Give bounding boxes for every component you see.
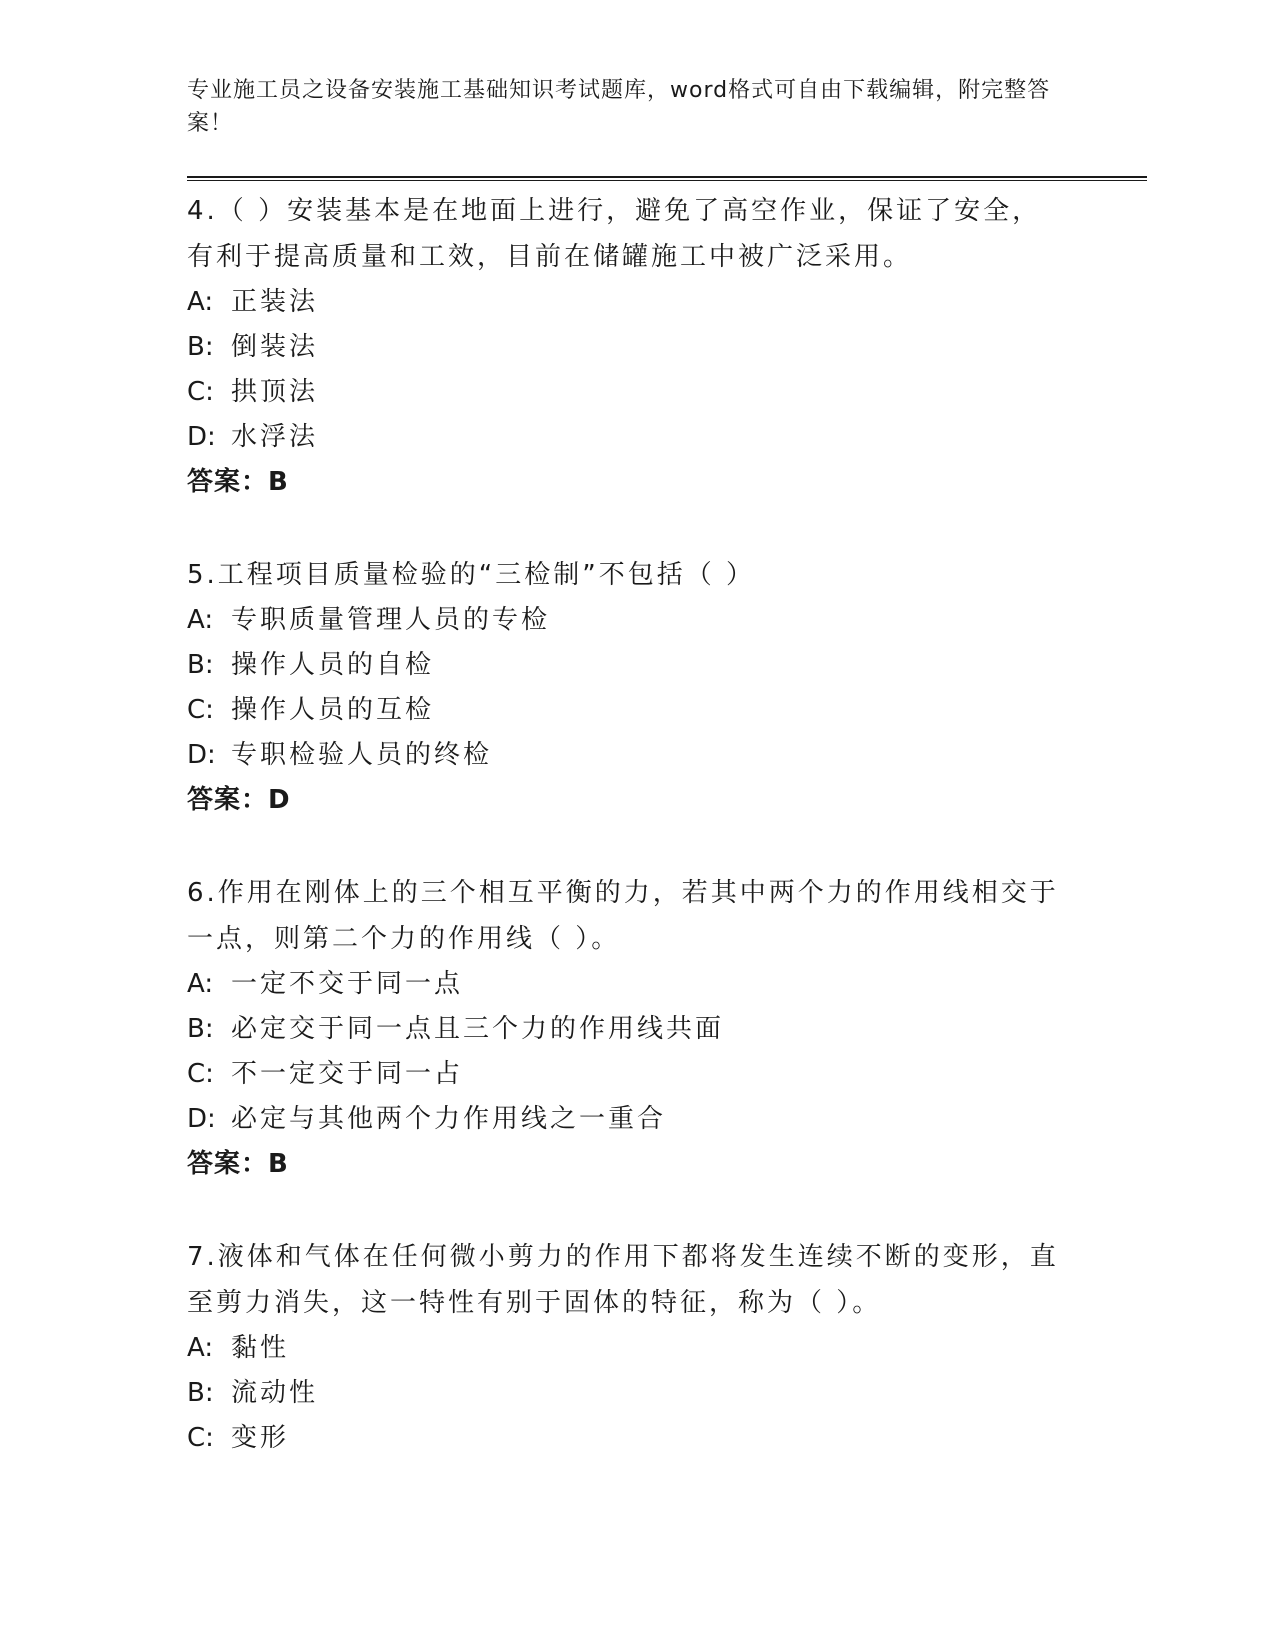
option-a <box>187 1326 1067 1371</box>
option-key: A: <box>187 1333 214 1363</box>
option-key: D: <box>187 740 216 770</box>
question-list <box>187 188 1067 1508</box>
question-text: 6.作用在刚体上的三个相互平衡的力，若其中两个力的作用线相交于一点，则第二个力的作用线（ ）。 <box>187 878 1059 954</box>
option-text: 拱顶法 <box>231 377 319 407</box>
option-text: 专职检验人员的终检 <box>231 740 493 770</box>
option-key: B: <box>187 650 214 680</box>
option-text: 必定与其他两个力作用线之一重合 <box>231 1104 667 1134</box>
option-key: C: <box>187 695 214 725</box>
option-text: 一定不交于同一点 <box>231 969 464 999</box>
option-text: 倒装法 <box>231 332 319 362</box>
option-key: A: <box>187 969 214 999</box>
option-key: C: <box>187 377 214 407</box>
option-text: 流动性 <box>231 1378 319 1408</box>
option-key: D: <box>187 1104 216 1134</box>
option-text: 变形 <box>231 1423 290 1453</box>
answer-label: 答案：B <box>187 1149 289 1179</box>
option-b <box>187 1371 1067 1416</box>
option-key: C: <box>187 1423 214 1453</box>
option-key: B: <box>187 1378 214 1408</box>
option-c <box>187 370 1067 415</box>
option-text: 操作人员的互检 <box>231 695 435 725</box>
document-header: 专业施工员之设备安装施工基础知识考试题库，word格式可自由下载编辑，附完整答案！ <box>187 78 1051 136</box>
option-key: B: <box>187 1014 214 1044</box>
option-key: B: <box>187 332 214 362</box>
option-text: 不一定交于同一占 <box>231 1059 464 1089</box>
option-key: D: <box>187 422 216 452</box>
option-d <box>187 1097 1067 1142</box>
option-key: A: <box>187 287 214 317</box>
question-text: 4.（ ）安装基本是在地面上进行，避免了高空作业，保证了安全，有利于提高质量和工效，目前在储罐施工中被广泛采用。 <box>187 196 1042 272</box>
option-text: 正装法 <box>231 287 319 317</box>
option-text: 必定交于同一点且三个力的作用线共面 <box>231 1014 725 1044</box>
option-key: C: <box>187 1059 214 1089</box>
question-7 <box>187 1234 1067 1461</box>
document-page <box>187 0 1147 1650</box>
option-text: 水浮法 <box>231 422 319 452</box>
option-b <box>187 643 1067 688</box>
question-text: 5.工程项目质量检验的“三检制”不包括（ ） <box>187 560 756 590</box>
question-5 <box>187 552 1067 823</box>
option-a <box>187 962 1067 1007</box>
option-d <box>187 415 1067 460</box>
header-divider <box>187 176 1147 181</box>
question-6 <box>187 870 1067 1187</box>
option-text: 专职质量管理人员的专检 <box>231 605 551 635</box>
option-text: 操作人员的自检 <box>231 650 435 680</box>
option-b <box>187 325 1067 370</box>
option-c <box>187 688 1067 733</box>
option-text: 黏性 <box>231 1333 290 1363</box>
option-c <box>187 1416 1067 1461</box>
question-4 <box>187 188 1067 505</box>
option-a <box>187 280 1067 325</box>
question-text: 7.液体和气体在任何微小剪力的作用下都将发生连续不断的变形，直至剪力消失，这一特性有别于固体的特征，称为（ ）。 <box>187 1242 1059 1318</box>
answer-label: 答案：D <box>187 785 291 815</box>
option-d <box>187 733 1067 778</box>
answer-label: 答案：B <box>187 467 289 497</box>
option-a <box>187 598 1067 643</box>
option-b <box>187 1007 1067 1052</box>
option-key: A: <box>187 605 214 635</box>
option-c <box>187 1052 1067 1097</box>
